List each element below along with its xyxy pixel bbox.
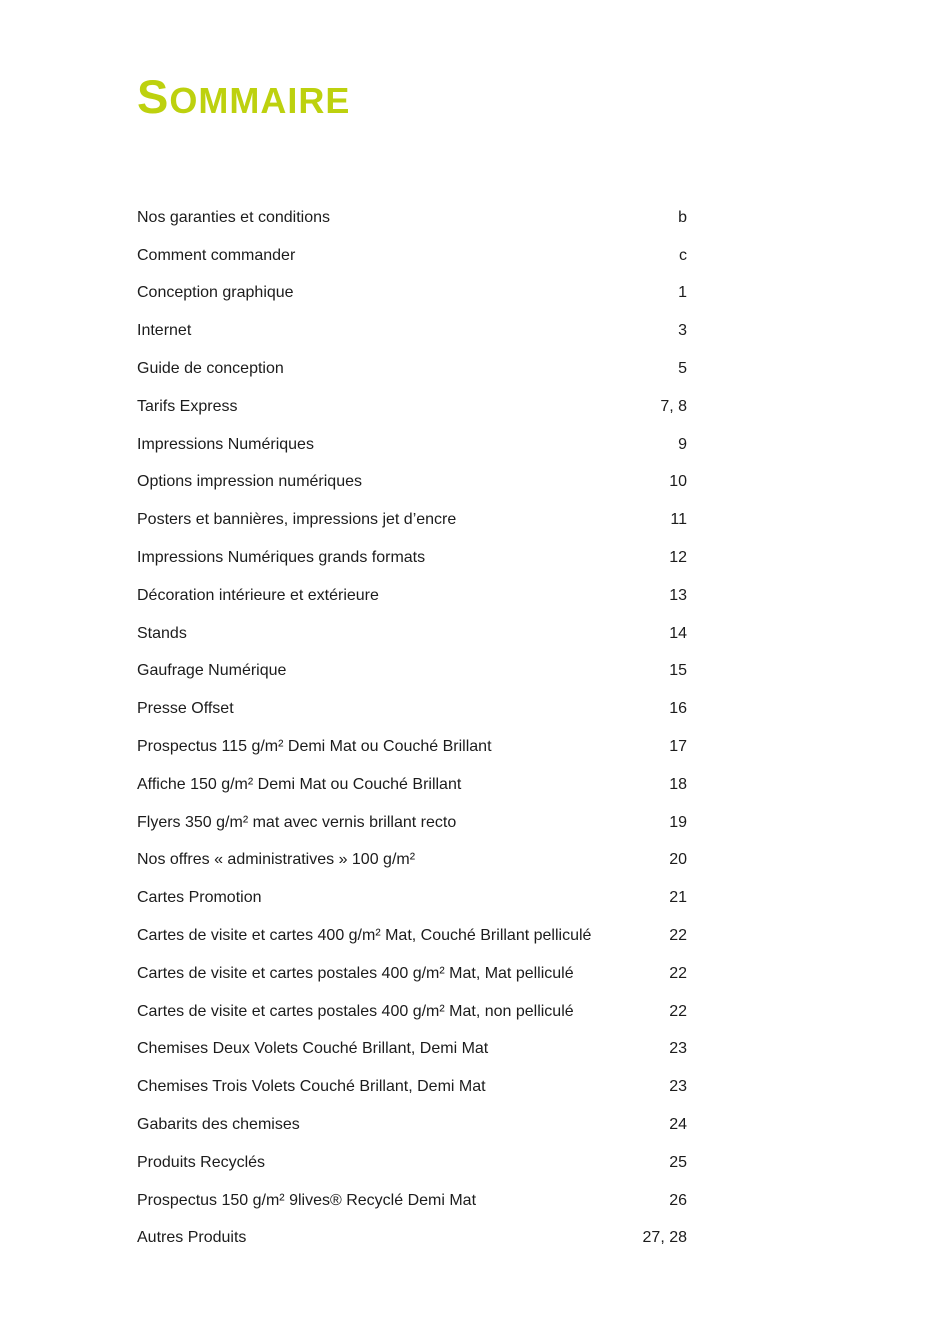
toc-entry-label: Comment commander: [137, 246, 296, 264]
toc-entry-label: Cartes de visite et cartes 400 g/m² Mat, Couché Brillant pelliculé: [137, 927, 592, 945]
toc-entry-page-number: 27, 28: [642, 1229, 687, 1247]
toc-entry-label: Autres Produits: [137, 1229, 247, 1247]
toc-entry: [137, 275, 687, 313]
toc-entry-page-number: 24: [669, 1116, 687, 1134]
toc-entry: [137, 1068, 687, 1106]
toc-entry-label: Conception graphique: [137, 284, 294, 302]
toc-entry-label: Cartes de visite et cartes postales 400 g/m² Mat, non pelliculé: [137, 1002, 574, 1020]
toc-entry: [137, 728, 687, 766]
toc-entry-label: Stands: [137, 624, 187, 642]
toc-entry: [137, 539, 687, 577]
toc-entry-page-number: 22: [669, 1002, 687, 1020]
toc-entry-page-number: 14: [669, 624, 687, 642]
toc-entry-label: Prospectus 115 g/m² Demi Mat ou Couché Brillant: [137, 738, 492, 756]
toc-entry-page-number: 1: [678, 284, 687, 302]
toc-entry-label: Gabarits des chemises: [137, 1116, 300, 1134]
toc-entry-label: Posters et bannières, impressions jet d’encre: [137, 511, 457, 529]
toc-entry-page-number: 7, 8: [660, 397, 687, 415]
toc-entry: [137, 1106, 687, 1144]
toc-entry-label: Nos garanties et conditions: [137, 208, 330, 226]
toc-entry-page-number: 18: [669, 775, 687, 793]
toc-entry-label: Affiche 150 g/m² Demi Mat ou Couché Brillant: [137, 775, 462, 793]
toc-entry-page-number: 19: [669, 813, 687, 831]
toc-entry-label: Flyers 350 g/m² mat avec vernis brillant recto: [137, 813, 457, 831]
toc-entry: [137, 842, 687, 880]
toc-entry-page-number: c: [679, 246, 687, 264]
toc-entry-page-number: 13: [669, 586, 687, 604]
toc-entry: [137, 653, 687, 691]
toc-entry: [137, 1144, 687, 1182]
toc-entry-label: Chemises Deux Volets Couché Brillant, Demi Mat: [137, 1040, 489, 1058]
page-title: [137, 70, 351, 124]
toc-entry-label: Tarifs Express: [137, 397, 238, 415]
toc-entry: [137, 917, 687, 955]
toc-entry-page-number: 22: [669, 927, 687, 945]
toc-entry: [137, 879, 687, 917]
toc-entry: [137, 388, 687, 426]
toc-entry-label: Impressions Numériques: [137, 435, 314, 453]
toc-entry-page-number: 9: [678, 435, 687, 453]
toc-entry-label: Décoration intérieure et extérieure: [137, 586, 379, 604]
toc-entry-page-number: 17: [669, 738, 687, 756]
toc-entry-page-number: 11: [670, 511, 687, 529]
toc-entry-page-number: 22: [669, 964, 687, 982]
toc-entry-label: Guide de conception: [137, 360, 284, 378]
page-title-rest: OMMAIRE: [169, 80, 351, 122]
toc-entry: [137, 690, 687, 728]
toc-entry-label: Gaufrage Numérique: [137, 662, 287, 680]
toc-entry: [137, 1182, 687, 1220]
toc-entry: [137, 615, 687, 653]
toc-entry: [137, 577, 687, 615]
toc-entry-label: Presse Offset: [137, 700, 234, 718]
toc-entry-page-number: 21: [669, 889, 687, 907]
toc-entry-page-number: 12: [669, 549, 687, 567]
toc-entry-label: Options impression numériques: [137, 473, 362, 491]
toc-entry-label: Prospectus 150 g/m² 9lives® Recyclé Demi Mat: [137, 1191, 477, 1209]
toc-entry-page-number: 25: [669, 1153, 687, 1171]
toc-entry: [137, 464, 687, 502]
toc-entry-page-number: 23: [669, 1040, 687, 1058]
toc-entry: [137, 766, 687, 804]
toc-entry: [137, 955, 687, 993]
toc-entry: [137, 1220, 687, 1258]
toc-entry-label: Cartes de visite et cartes postales 400 g/m² Mat, Mat pelliculé: [137, 964, 574, 982]
toc-entry-page-number: b: [678, 208, 687, 226]
toc-entry-label: Internet: [137, 322, 192, 340]
toc-entry-page-number: 5: [678, 360, 687, 378]
toc-entry: [137, 237, 687, 275]
toc-entry-page-number: 10: [669, 473, 687, 491]
toc-entry: [137, 1031, 687, 1069]
toc-entry-page-number: 26: [669, 1191, 687, 1209]
toc-entry-label: Chemises Trois Volets Couché Brillant, Demi Mat: [137, 1078, 486, 1096]
toc-entry-label: Cartes Promotion: [137, 889, 262, 907]
toc-entry-label: Impressions Numériques grands formats: [137, 549, 426, 567]
toc-list: [137, 199, 687, 1257]
toc-entry: [137, 804, 687, 842]
toc-entry: [137, 199, 687, 237]
toc-entry-page-number: 23: [669, 1078, 687, 1096]
toc-entry: [137, 350, 687, 388]
toc-entry: [137, 501, 687, 539]
toc-entry-label: Nos offres « administratives » 100 g/m²: [137, 851, 416, 869]
toc-entry-page-number: 16: [669, 700, 687, 718]
toc-entry-page-number: 20: [669, 851, 687, 869]
page-title-initial: S: [137, 70, 170, 124]
toc-entry: [137, 426, 687, 464]
toc-entry: [137, 312, 687, 350]
toc-entry-label: Produits Recyclés: [137, 1153, 266, 1171]
toc-entry: [137, 993, 687, 1031]
toc-entry-page-number: 3: [678, 322, 687, 340]
toc-entry-page-number: 15: [669, 662, 687, 680]
